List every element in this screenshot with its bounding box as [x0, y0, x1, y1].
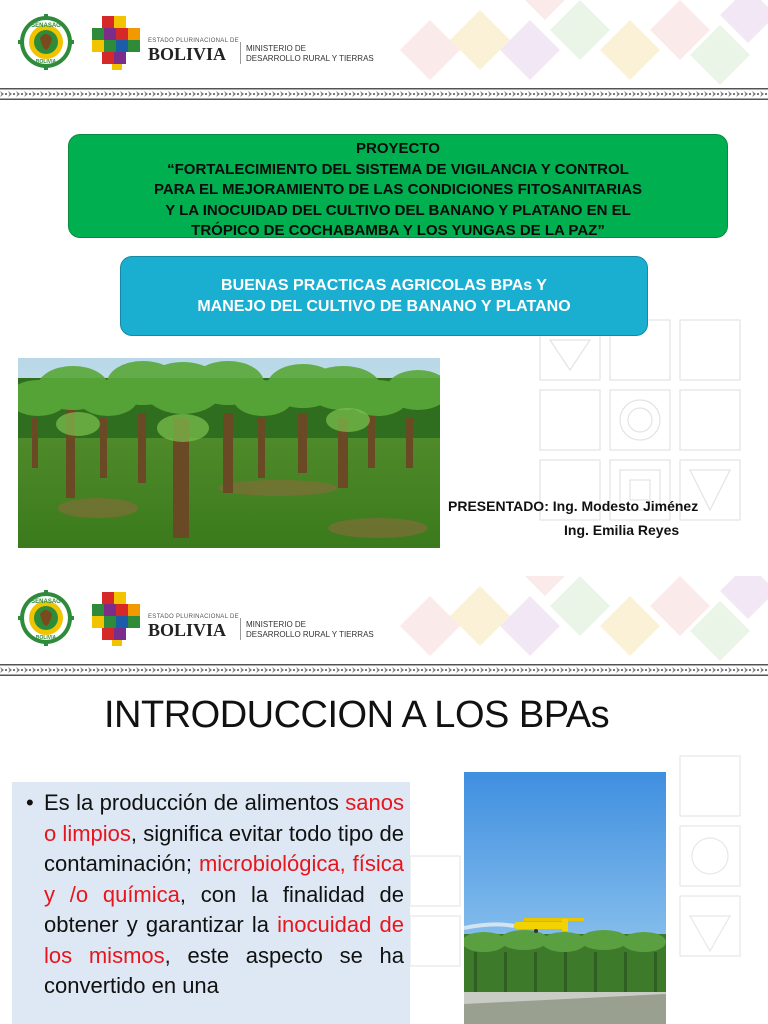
highlight-contaminacion: microbiológica, física y /o química — [44, 851, 404, 907]
estado-plurinacional-text: ESTADO PLURINACIONAL DE — [148, 38, 239, 44]
senasag-logo — [18, 590, 74, 646]
bolivia-emblem-logo — [92, 16, 142, 70]
presenter-line-1: PRESENTADO: Ing. Modesto Jiménez — [448, 498, 699, 514]
intro-text-box — [12, 782, 410, 1024]
decorative-diamonds — [360, 576, 768, 662]
crop-dusting-plane-photo — [464, 772, 666, 1024]
slide-header — [0, 0, 768, 86]
bolivia-wordmark: BOLIVIA — [148, 620, 227, 640]
decorative-diamonds — [360, 0, 768, 86]
project-line-2: “FORTALECIMIENTO DEL SISTEMA DE VIGILANCIA Y CONTROL — [167, 160, 629, 178]
text-segment-2: , significa evitar todo tipo de contaminación; — [44, 820, 404, 876]
presenter-credits — [448, 494, 698, 542]
patterned-border — [0, 88, 768, 100]
bpa-subtitle-box — [120, 256, 648, 336]
bolivia-emblem-logo — [92, 592, 142, 646]
project-line-5: TRÓPICO DE COCHABAMBA Y LOS YUNGAS DE LA PAZ” — [191, 222, 605, 239]
ministry-line-2: DESARROLLO RURAL Y TIERRAS — [246, 54, 374, 63]
banana-plantation-photo — [18, 358, 440, 548]
header-divider — [240, 618, 241, 640]
senasag-logo-bottom-text: BOLIVIA — [35, 635, 57, 641]
subtitle-line-1: BUENAS PRACTICAS AGRICOLAS BPAs Y — [221, 277, 547, 294]
ministry-line-2: DESARROLLO RURAL Y TIERRAS — [246, 630, 374, 639]
slide-2 — [0, 576, 768, 1024]
senasag-logo — [18, 14, 74, 70]
text-segment-1: Es la producción de alimentos — [44, 790, 346, 815]
ministry-name — [246, 44, 374, 64]
ministry-name — [246, 620, 374, 640]
highlight-sanos: sanos o limpios — [44, 790, 404, 846]
senasag-logo-top-text: SENASAG — [31, 23, 61, 29]
patterned-border — [0, 664, 768, 676]
senasag-logo-bottom-text: BOLIVIA — [35, 59, 57, 65]
header-divider — [240, 42, 241, 64]
presenter-line-2: Ing. Emilia Reyes — [564, 522, 680, 538]
text-segment-3: , con la finalidad de obtener y garantizar la — [44, 881, 405, 937]
project-line-1: PROYECTO — [356, 140, 440, 157]
project-title-box — [68, 134, 728, 238]
ministry-line-1: MINISTERIO DE — [246, 620, 307, 629]
senasag-logo-top-text: SENASAG — [31, 599, 61, 605]
subtitle-line-2: MANEJO DEL CULTIVO DE BANANO Y PLATANO — [197, 298, 571, 315]
bullet-marker: • — [26, 790, 34, 815]
bolivia-wordmark: BOLIVIA — [148, 44, 227, 64]
text-segment-4: , este aspecto se ha convertido en una — [44, 942, 405, 998]
project-line-4: Y LA INOCUIDAD DEL CULTIVO DEL BANANO Y PLATANO EN EL — [165, 201, 631, 219]
slide-title: INTRODUCCION A LOS BPAs — [104, 694, 610, 736]
slide-header — [0, 576, 768, 662]
ministry-line-1: MINISTERIO DE — [246, 44, 307, 53]
highlight-inocuidad: inocuidad de los mismos — [44, 912, 404, 968]
estado-plurinacional-text: ESTADO PLURINACIONAL DE — [148, 614, 239, 620]
intro-paragraph — [26, 788, 404, 1002]
project-line-3: PARA EL MEJORAMIENTO DE LAS CONDICIONES FITOSANITARIAS — [153, 181, 643, 198]
